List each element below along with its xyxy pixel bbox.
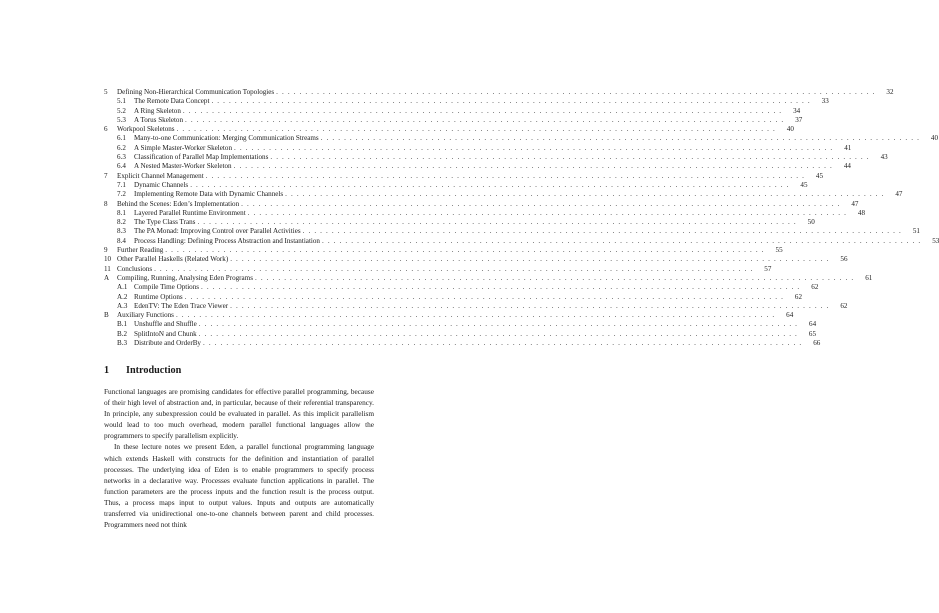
toc-entry-page: 55	[775, 246, 783, 255]
toc-entry-title: Process Handling: Defining Process Abstraction and Instantiation	[134, 236, 320, 245]
toc-leader-dots	[241, 200, 840, 209]
toc-entry-number: 5	[104, 88, 108, 96]
toc-leader-dots	[255, 274, 854, 283]
toc-entry-title: Classification of Parallel Map Implementations	[134, 153, 269, 162]
toc-entry	[104, 115, 803, 125]
body-text	[104, 386, 374, 530]
toc-entry-title: Compiling, Running, Analysing Eden Programs	[117, 273, 253, 282]
toc-entry-number: 6	[104, 125, 108, 134]
toc-entry-number: 8.1	[117, 208, 126, 217]
toc-entry-number: 5.2	[117, 106, 126, 115]
toc-entry	[104, 255, 848, 264]
toc-entry-title: The PA Monad: Improving Control over Parallel Activities	[134, 227, 301, 236]
toc-entry-title: SplitIntoN and Chunk	[134, 329, 197, 338]
toc-entry-page: 43	[880, 153, 888, 162]
toc-entry	[104, 106, 801, 116]
toc-entry	[104, 97, 829, 106]
toc-entry	[104, 88, 894, 97]
toc-leader-dots	[177, 125, 776, 134]
toc-entry-number: 6.4	[117, 162, 126, 171]
toc-entry-page: 57	[764, 264, 772, 273]
toc-entry-title: The Remote Data Concept	[134, 97, 210, 106]
toc-entry-page: 45	[815, 171, 823, 180]
toc-entry-title: Distribute and OrderBy	[134, 339, 201, 348]
toc-entry-title: Compile Time Options	[134, 283, 200, 292]
toc-entry-number: B.3	[117, 339, 128, 348]
toc-entry-number: B.1	[117, 320, 128, 329]
toc-leader-dots	[270, 153, 869, 162]
toc-leader-dots	[230, 255, 829, 264]
toc-leader-dots	[321, 134, 920, 143]
section-title: Introduction	[126, 365, 182, 376]
toc-entry-title: Other Parallel Haskells (Related Work)	[117, 255, 229, 264]
toc-entry	[104, 190, 903, 199]
toc-entry-page: 37	[795, 115, 803, 124]
toc-entry-page: 34	[793, 106, 801, 115]
toc-entry-page: 62	[794, 292, 802, 301]
toc-entry	[104, 134, 938, 143]
toc-leader-dots	[234, 162, 833, 171]
section-heading	[104, 365, 373, 377]
toc-entry-number: 6.1	[117, 134, 126, 143]
toc-leader-dots	[234, 144, 833, 153]
toc-entry-page: 44	[843, 162, 851, 171]
toc-entry-title: EdenTV: The Eden Trace Viewer	[134, 301, 229, 310]
toc-entry-number: 5.1	[117, 97, 126, 106]
toc-entry-page: 48	[857, 208, 866, 217]
toc-entry	[104, 264, 772, 274]
toc-leader-dots	[197, 218, 796, 227]
toc-entry-page: 64	[786, 311, 794, 320]
toc-entry-title: The Type Class Trans	[134, 218, 196, 227]
toc-entry-number: 7	[104, 171, 108, 180]
section-number: 1	[104, 365, 110, 376]
toc-leader-dots	[185, 293, 784, 302]
toc-leader-dots	[203, 339, 802, 348]
toc-entry-number: 9	[104, 246, 108, 255]
toc-entry-title: Explicit Channel Management	[117, 171, 204, 180]
toc-leader-dots	[303, 227, 902, 236]
toc-entry	[104, 171, 823, 181]
toc-leader-dots	[201, 283, 800, 292]
toc-entry-page: 47	[895, 190, 903, 199]
toc-entry-title: A Torus Skeleton	[134, 115, 184, 124]
toc-leader-dots	[322, 237, 921, 246]
toc-entry	[104, 143, 852, 153]
toc-leader-dots	[176, 311, 775, 320]
toc-entry-title: Unshuffle and Shuffle	[134, 320, 197, 329]
toc-entry	[104, 208, 866, 218]
toc-leader-dots	[199, 330, 798, 339]
toc-leader-dots	[185, 116, 784, 125]
toc-leader-dots	[183, 107, 782, 116]
toc-entry-number: 8.2	[117, 218, 126, 227]
toc-leader-dots	[230, 302, 829, 311]
table-of-contents	[104, 88, 939, 348]
toc-entry-page: 65	[808, 329, 816, 338]
toc-entry	[104, 339, 821, 348]
toc-leader-dots	[248, 209, 847, 218]
toc-leader-dots	[206, 172, 805, 181]
toc-entry-title: Runtime Options	[134, 292, 183, 301]
toc-entry-page: 50	[807, 218, 815, 227]
toc-entry-page: 47	[851, 199, 859, 208]
toc-leader-dots	[276, 88, 875, 97]
toc-entry	[104, 125, 794, 134]
toc-entry	[104, 273, 873, 283]
toc-entry-title: Many-to-one Communication: Merging Communication Streams	[134, 134, 319, 143]
toc-entry	[104, 301, 848, 311]
toc-entry-number: B	[104, 311, 109, 320]
toc-entry-number: A.3	[117, 301, 128, 310]
toc-entry-page: 64	[809, 320, 817, 329]
toc-entry-number: 7.2	[117, 190, 126, 199]
toc-entry-page: 40	[786, 125, 794, 134]
toc-entry-title: Conclusions	[117, 264, 153, 273]
toc-entry-number: 5.3	[117, 115, 126, 124]
toc-entry-title: Workpool Skeletons	[117, 125, 175, 134]
toc-entry-title: Auxiliary Functions	[117, 311, 174, 320]
toc-leader-dots	[211, 97, 810, 106]
toc-entry-number: 6.2	[117, 143, 126, 152]
toc-leader-dots	[165, 246, 764, 255]
toc-entry	[104, 236, 939, 246]
toc-leader-dots	[285, 190, 884, 199]
toc-entry	[104, 199, 859, 209]
toc-entry-number: 11	[104, 264, 111, 273]
toc-entry-page: 41	[844, 143, 852, 152]
toc-entry	[104, 329, 816, 339]
toc-entry-page: 62	[840, 301, 848, 310]
toc-entry	[104, 227, 920, 236]
toc-entry-title: A Ring Skeleton	[134, 106, 181, 115]
paragraph: In these lecture notes we present Eden, a parallel functional programming language which extends Haskell with constructs for the definition and instantiation of parallel processes. The underlying idea of Eden is to enable programmers to specify process networks in a declarative way. Processes evaluate function applications in parallel. The function parameters are the process inputs and the function result is the process output. Thus, a process maps input to output values. Inputs and outputs are automatically transferred via unidirectional one-to-one channels between parent and child processes. Programmers need not think	[104, 442, 374, 530]
toc-entry-number: B.2	[117, 329, 128, 338]
paragraph: Functional languages are promising candidates for effective parallel programming, because of their high level of abstraction and, in particular, because of their referential transparency. In principle, any subexpression could be evaluated in parallel. As this implicit parallelism would lead to too much overhead, modern parallel functional languages allow the programmers to specify parallelism explicitly.	[104, 387, 374, 441]
toc-leader-dots	[190, 181, 789, 190]
toc-entry-number: 8	[104, 199, 108, 208]
toc-entry-title: Behind the Scenes: Eden’s Implementation	[117, 199, 240, 208]
toc-entry-number: A	[104, 273, 110, 282]
toc-entry-title: Implementing Remote Data with Dynamic Channels	[134, 190, 284, 199]
toc-entry-number: A.2	[117, 292, 128, 301]
toc-entry-title: A Simple Master-Worker Skeleton	[134, 143, 232, 152]
toc-entry-page: 62	[811, 283, 819, 292]
toc-entry-title: A Nested Master-Worker Skeleton	[134, 162, 232, 171]
toc-entry-number: 10	[104, 255, 112, 264]
toc-entry-number: A.1	[117, 283, 128, 292]
toc-entry-title: Dynamic Channels	[134, 180, 189, 189]
toc-leader-dots	[199, 320, 798, 329]
toc-entry-number: 6.3	[117, 153, 126, 162]
toc-entry-number: 8.4	[117, 236, 126, 245]
toc-list	[104, 88, 939, 348]
toc-entry-number: 7.1	[117, 180, 126, 189]
toc-entry	[104, 283, 819, 292]
toc-entry-page: 61	[865, 273, 873, 282]
toc-entry-page: 40	[930, 134, 938, 143]
toc-entry-page: 32	[886, 88, 894, 96]
toc-entry-page: 53	[932, 236, 939, 245]
toc-entry-number: 8.3	[117, 227, 126, 236]
toc-entry-page: 56	[840, 255, 848, 264]
toc-entry	[104, 292, 802, 302]
toc-entry-title: Further Reading	[117, 246, 164, 255]
toc-entry-page: 66	[813, 339, 821, 348]
toc-entry-page: 45	[800, 180, 808, 189]
toc-leader-dots	[154, 265, 753, 274]
toc-entry	[104, 162, 851, 171]
toc-entry-page: 51	[912, 227, 920, 236]
toc-entry	[104, 180, 808, 190]
toc-entry	[104, 311, 794, 320]
toc-entry	[104, 320, 817, 329]
toc-entry	[104, 218, 815, 227]
toc-entry-title: Defining Non-Hierarchical Communication Topologies	[117, 88, 275, 96]
toc-entry	[104, 246, 783, 255]
toc-entry-title: Layered Parallel Runtime Environment	[134, 208, 246, 217]
toc-entry	[104, 153, 888, 162]
toc-entry-page: 33	[821, 97, 829, 106]
